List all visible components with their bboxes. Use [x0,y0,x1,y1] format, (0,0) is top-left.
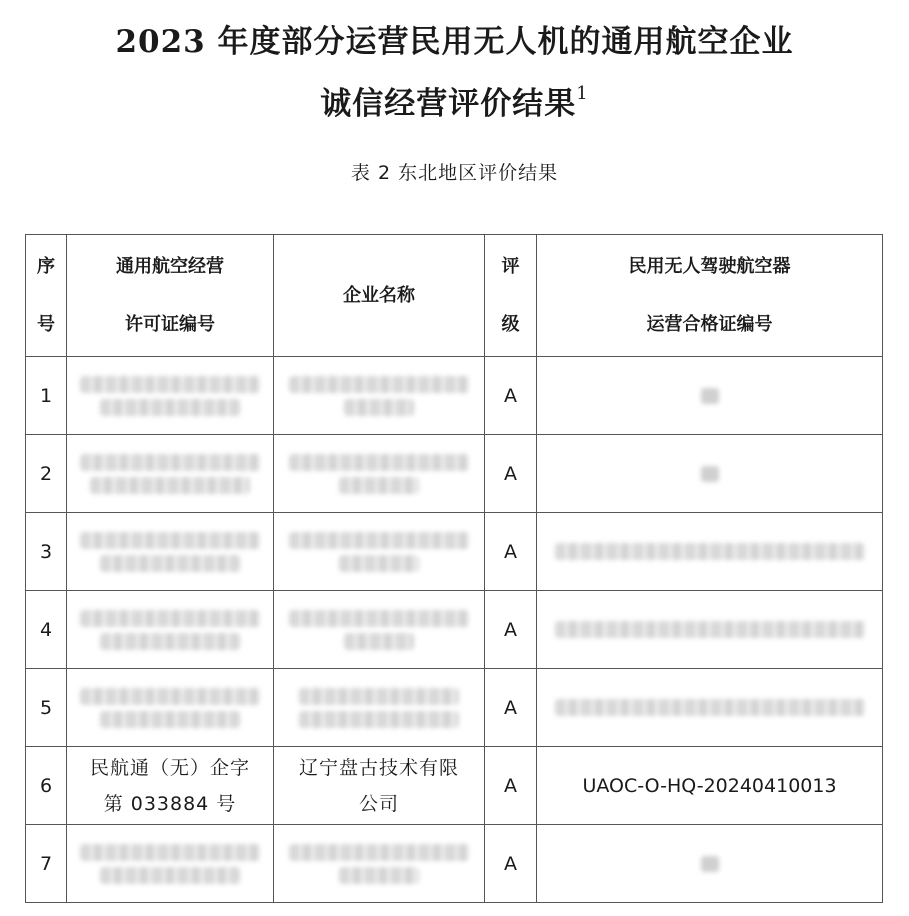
cell-rating: A [485,435,537,513]
table-row [26,513,883,591]
cell-rating: A [485,669,537,747]
header-license: 通用航空经营 许可证编号 [67,235,274,357]
cell-company-redacted [274,513,485,591]
cell-rating: A [485,357,537,435]
cell-license-redacted [67,435,274,513]
table-row [26,825,883,903]
cell-uaoc-redacted [537,513,883,591]
table-row [26,747,883,825]
cell-index: 5 [26,669,67,747]
header-uaoc: 民用无人驾驶航空器 运营合格证编号 [537,235,883,357]
cell-company-redacted [274,825,485,903]
cell-uaoc-redacted [537,669,883,747]
cell-company-redacted [274,357,485,435]
cell-uaoc-redacted [537,435,883,513]
table-caption: 表 2 东北地区评价结果 [350,162,559,184]
cell-index: 4 [26,591,67,669]
cell-rating: A [485,825,537,903]
cell-license-redacted [67,357,274,435]
evaluation-table [25,234,883,903]
cell-license-redacted [67,669,274,747]
cell-uaoc-redacted [537,591,883,669]
cell-rating: A [485,591,537,669]
cell-company-redacted [274,591,485,669]
cell-index: 3 [26,513,67,591]
cell-license-redacted [67,591,274,669]
cell-uaoc-redacted [537,825,883,903]
header-rating: 评 级 [485,235,537,357]
document-subtitle: 诚信经营评价结果$^1$ [320,82,589,122]
header-company: 企业名称 [274,235,485,357]
cell-license-redacted [67,513,274,591]
table-row [26,435,883,513]
cell-rating: A [485,747,537,825]
cell-license: 民航通（无）企字 第 033884 号 [67,747,274,825]
cell-company-redacted [274,669,485,747]
cell-company: 辽宁盘古技术有限 公司 [274,747,485,825]
footnote-marker: 1 [576,82,589,104]
cell-index: 1 [26,357,67,435]
header-index: 序 号 [26,235,67,357]
table-header-row [26,235,883,357]
cell-rating: A [485,513,537,591]
cell-company-redacted [274,435,485,513]
table-row [26,669,883,747]
cell-index: 7 [26,825,67,903]
cell-uaoc: UAOC-O-HQ-20240410013 [537,747,883,825]
table-row [26,357,883,435]
cell-uaoc-redacted [537,357,883,435]
cell-license-redacted [67,825,274,903]
table-row [26,591,883,669]
cell-index: 6 [26,747,67,825]
cell-index: 2 [26,435,67,513]
document-title: 2023 年度部分运营民用无人机的通用航空企业 [115,24,794,60]
